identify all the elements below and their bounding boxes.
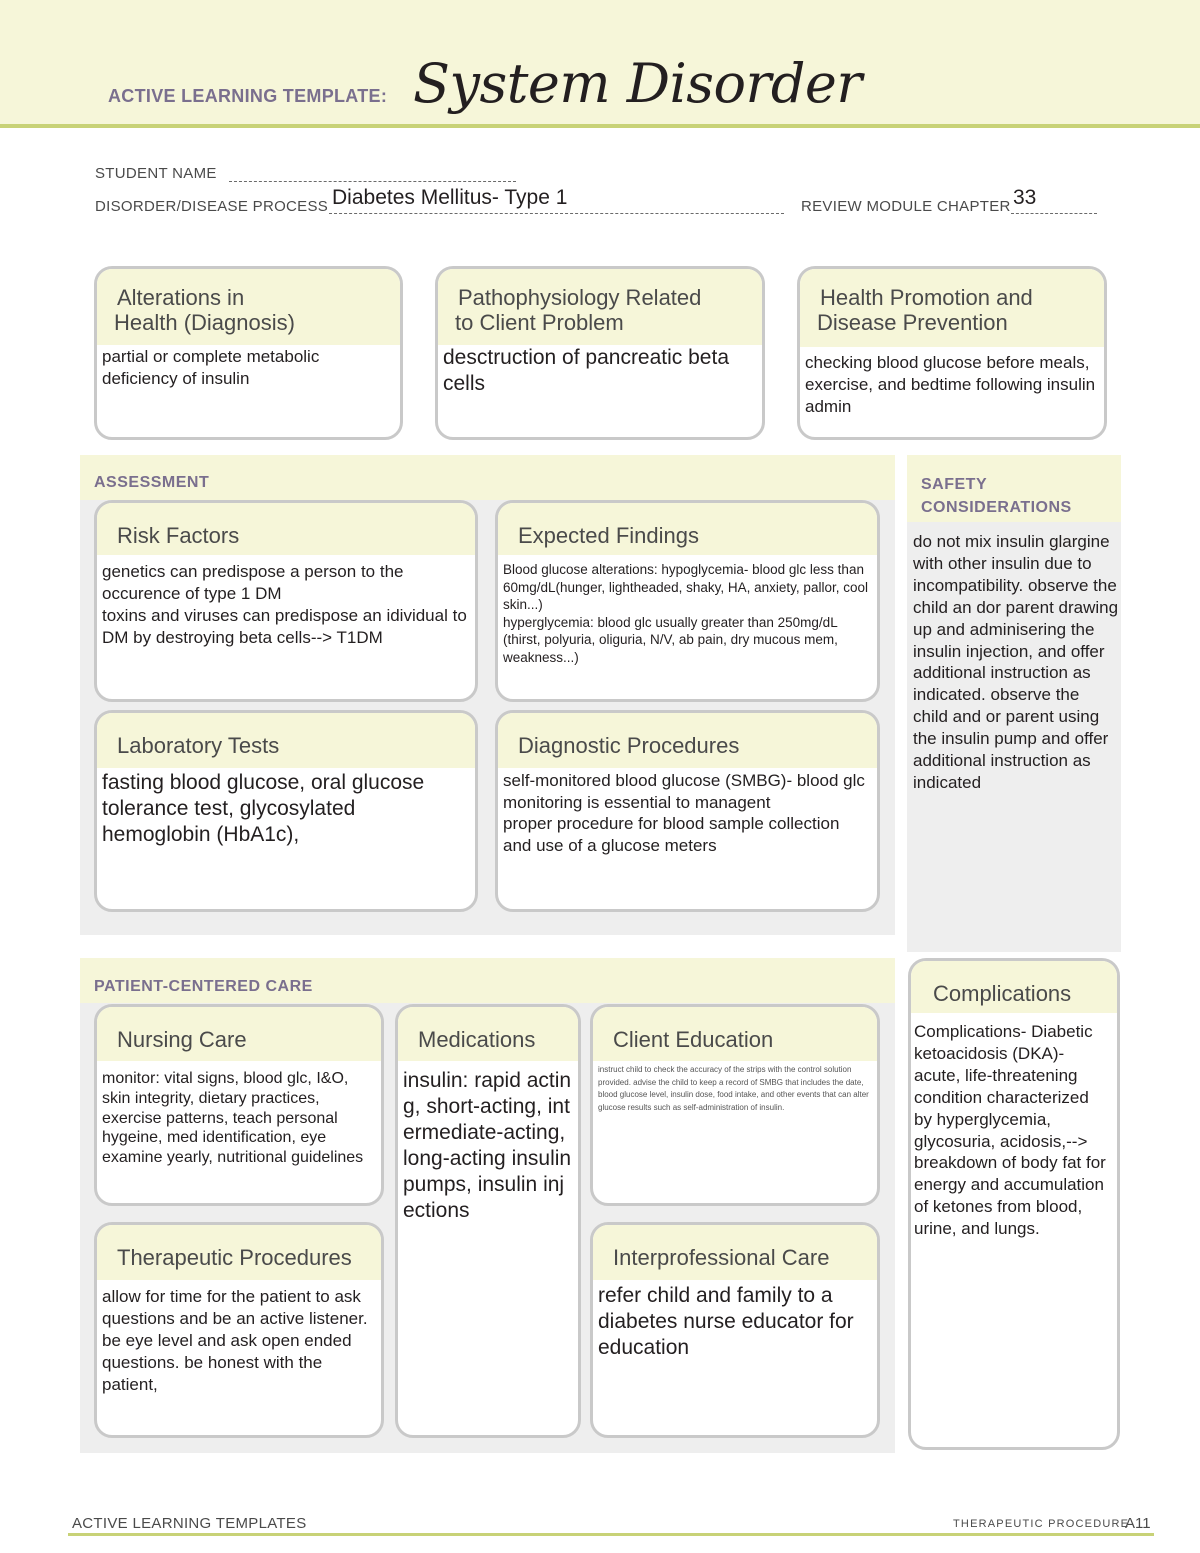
- nursing-care-box: [94, 1004, 384, 1206]
- risk-factors-box: [94, 500, 478, 702]
- interprofessional-care-box: [590, 1222, 880, 1438]
- review-chapter-value: 33: [1013, 186, 1037, 209]
- pathophysiology-body: desctruction of pancreatic beta cells: [443, 346, 730, 395]
- complications-body: Complications- Diabetic ketoacidosis (DKA)- acute, life-threatening condition characterized by hyperglycemia, glycosuria, acidosis,--> breakdown of body fat for energy and accumulation of ketones from blood, urine, and lungs.: [914, 1022, 1106, 1239]
- therapeutic-procedures-title: Therapeutic Procedures: [97, 1225, 381, 1280]
- alterations-box: [94, 266, 403, 440]
- health-promotion-box: [797, 266, 1107, 440]
- diagnostic-procedures-title: Diagnostic Procedures: [498, 713, 877, 768]
- client-education-box: [590, 1004, 880, 1206]
- review-chapter-field[interactable]: [1011, 213, 1097, 214]
- pathophysiology-header: [438, 269, 762, 345]
- laboratory-tests-box: [94, 710, 478, 912]
- interprofessional-care-title: Interprofessional Care: [593, 1225, 877, 1280]
- safety-title-line1: SAFETY: [921, 476, 988, 493]
- expected-findings-box: [495, 500, 880, 702]
- therapeutic-procedures-box: [94, 1222, 384, 1438]
- pathophysiology-title-line2: to Client Problem: [455, 310, 624, 335]
- footer-page-number: A11: [1125, 1515, 1151, 1532]
- footer-left: ACTIVE LEARNING TEMPLATES: [72, 1515, 307, 1532]
- client-education-title: Client Education: [593, 1007, 877, 1061]
- alterations-header: [97, 269, 400, 345]
- safety-body: do not mix insulin glargine with other insulin due to incompatibility. observe the child an dor parent drawing up and adminisering the insulin injection, and offer additional instruction as indicated. observe the child and or parent using the insulin pump and offer additional instruction as indicated: [913, 532, 1119, 792]
- expected-findings-body: [498, 555, 877, 666]
- nursing-care-body: monitor: vital signs, blood glc, I&O, skin integrity, dietary practices, exercise patterns, teach personal hygeine, med identification, eye examine yearly, nutritional guidelines: [102, 1070, 364, 1167]
- medications-body: insulin: rapid acting, short-acting, intermediate-acting, long-acting insulin pumps, insulin injections: [403, 1069, 572, 1222]
- client-education-body: instruct child to check the accuracy of the strips with the control solution provided. advise the child to keep a record of SMBG that includes the date, blood glucose level, insulin dose, food intake, and other events that can alter glucose results such as self-administration of insulin.: [598, 1065, 869, 1112]
- alterations-title-line1: Alterations in: [117, 285, 245, 310]
- diagnostic-procedures-line2: proper procedure for blood sample collection and use of a glucose meters: [503, 814, 840, 855]
- alterations-title-line2: Health (Diagnosis): [114, 310, 295, 335]
- assessment-label: ASSESSMENT: [94, 474, 210, 491]
- pathophysiology-title-line1: Pathophysiology Related: [458, 285, 702, 310]
- footer-right: THERAPEUTIC PROCEDURE: [953, 1518, 1130, 1530]
- diagnostic-procedures-line1: self-monitored blood glucose (SMBG)- blood glc monitoring is essential to managent: [503, 771, 865, 812]
- therapeutic-procedures-body: allow for time for the patient to ask questions and be an active listener. be eye level and ask open ended questions. be honest with the patient,: [102, 1287, 368, 1394]
- health-promotion-header: [800, 269, 1104, 347]
- header-rule: [0, 124, 1200, 128]
- diagnostic-procedures-body: [498, 768, 877, 856]
- safety-header: [907, 455, 1121, 522]
- health-promotion-title-line2: Disease Prevention: [817, 310, 1008, 335]
- medications-title: Medications: [398, 1007, 578, 1061]
- risk-factors-line1: genetics can predispose a person to the occurence of type 1 DM: [102, 562, 404, 603]
- complications-box: [908, 958, 1120, 1450]
- risk-factors-title: Risk Factors: [97, 503, 475, 555]
- diagnostic-procedures-box: [495, 710, 880, 912]
- laboratory-tests-title: Laboratory Tests: [97, 713, 475, 768]
- interprofessional-care-body: refer child and family to a diabetes nurse educator for education: [598, 1284, 854, 1359]
- template-label: ACTIVE LEARNING TEMPLATE:: [108, 86, 388, 106]
- pathophysiology-box: [435, 266, 765, 440]
- student-name-field[interactable]: [229, 181, 516, 182]
- expected-findings-line2: hyperglycemia: blood glc usually greater than 250mg/dL (thirst, polyuria, oliguria, N/V, ab pain, dry mucous mem, weakness...): [503, 614, 838, 665]
- patient-centered-care-label: PATIENT-CENTERED CARE: [94, 978, 313, 995]
- health-promotion-title-line1: Health Promotion and: [820, 285, 1033, 310]
- disorder-field[interactable]: [329, 213, 784, 214]
- expected-findings-title: Expected Findings: [498, 503, 877, 555]
- medications-box: [395, 1004, 581, 1438]
- disorder-label: DISORDER/DISEASE PROCESS: [95, 198, 329, 215]
- health-promotion-body: checking blood glucose before meals, exercise, and bedtime following insulin admin: [805, 353, 1096, 416]
- nursing-care-title: Nursing Care: [97, 1007, 381, 1061]
- expected-findings-line1: Blood glucose alterations: hypoglycemia- blood glc less than 60mg/dL(hunger, lightheaded, shaky, HA, anxiety, pallor, cool skin...): [503, 562, 868, 612]
- student-name-label: STUDENT NAME: [95, 165, 217, 182]
- safety-title-line2: CONSIDERATIONS: [921, 499, 1072, 516]
- review-chapter-label: REVIEW MODULE CHAPTER: [801, 198, 1011, 215]
- risk-factors-body: [97, 555, 475, 649]
- alterations-body: partial or complete metabolic deficiency of insulin: [102, 347, 320, 388]
- risk-factors-line2: toxins and viruses can predispose an idividual to DM by destroying beta cells--> T1DM: [102, 606, 467, 647]
- footer-rule: [68, 1533, 1154, 1536]
- complications-title: Complications: [911, 961, 1117, 1013]
- disorder-value: Diabetes Mellitus- Type 1: [332, 186, 568, 209]
- template-title: System Disorder: [413, 52, 862, 115]
- laboratory-tests-body: fasting blood glucose, oral glucose tolerance test, glycosylated hemoglobin (HbA1c),: [102, 771, 425, 846]
